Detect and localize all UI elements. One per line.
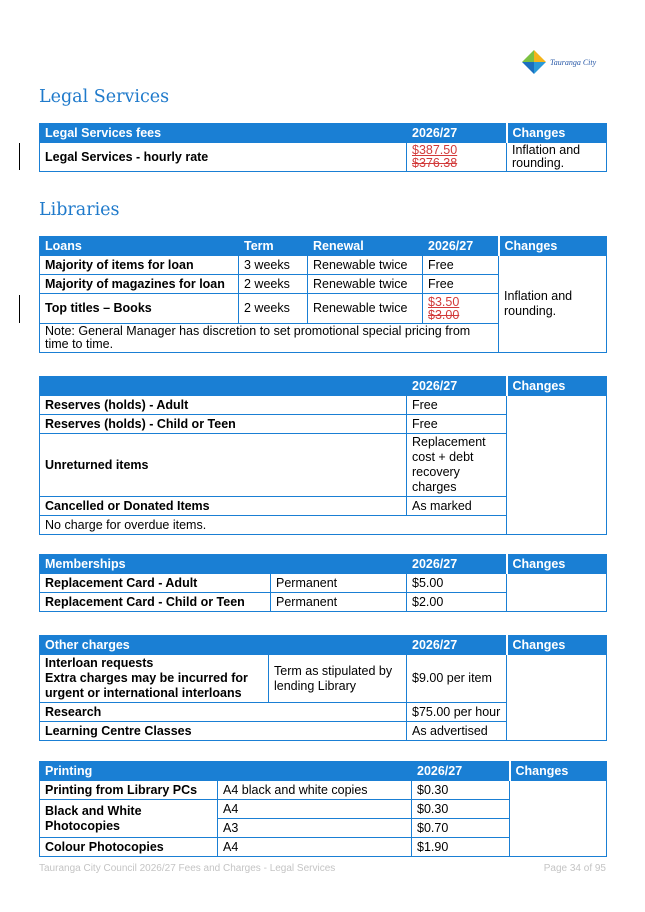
printing-table	[39, 761, 607, 857]
logo-mark-icon	[521, 49, 547, 75]
desc-cell: A3	[218, 819, 412, 838]
fee-cell: Replacement cost + debt recovery charges	[407, 434, 507, 497]
changes-cell	[507, 396, 607, 535]
new-fee: $387.50	[412, 143, 458, 157]
fee-cell: Free	[407, 396, 507, 415]
legal-services-table	[39, 123, 607, 172]
col-header: Memberships	[40, 555, 271, 574]
new-fee: $3.50	[428, 294, 460, 309]
desc-cell: A4	[218, 838, 412, 857]
change-bar	[19, 295, 20, 323]
col-header	[271, 555, 407, 574]
fee-cell: Free	[423, 275, 499, 294]
old-fee: $3.00	[428, 307, 460, 322]
term-cell: Permanent	[271, 574, 407, 593]
row-label: Replacement Card - Adult	[40, 574, 271, 593]
row-label: Research	[40, 703, 407, 722]
col-header: Changes	[507, 124, 607, 143]
interloan-title: Interloan requests	[45, 656, 154, 670]
col-header: Legal Services fees	[40, 124, 407, 143]
reserves-table	[39, 376, 607, 535]
row-label: Learning Centre Classes	[40, 722, 407, 741]
row-label: Black and White Photocopies	[40, 800, 218, 838]
col-header: 2026/27	[407, 636, 507, 655]
changes-cell	[507, 655, 607, 741]
fee-cell: $0.30	[412, 800, 510, 819]
changes-cell	[507, 574, 607, 612]
term-cell: Term as stipulated by lending Library	[269, 655, 407, 703]
fee-cell: As marked	[407, 497, 507, 516]
logo-text: Tauranga City	[550, 57, 597, 67]
col-header: Printing	[40, 762, 218, 781]
desc-cell: A4 black and white copies	[218, 781, 412, 800]
fee-cell	[407, 143, 507, 172]
col-header	[269, 636, 407, 655]
row-label: Colour Photocopies	[40, 838, 218, 857]
libraries-heading: Libraries	[39, 200, 120, 220]
row-label	[40, 655, 269, 703]
renewal-cell: Renewable twice	[308, 294, 423, 324]
col-header: 2026/27	[407, 377, 507, 396]
loans-table	[39, 236, 607, 353]
term-cell: 3 weeks	[239, 256, 308, 275]
row-label: Cancelled or Donated Items	[40, 497, 407, 516]
col-header	[40, 377, 407, 396]
row-label: Reserves (holds) - Adult	[40, 396, 407, 415]
col-header: 2026/27	[412, 762, 510, 781]
col-header: Changes	[507, 555, 607, 574]
legal-services-heading: Legal Services	[39, 87, 170, 107]
row-label: Printing from Library PCs	[40, 781, 218, 800]
term-cell: 2 weeks	[239, 294, 308, 324]
fee-cell: $9.00 per item	[407, 655, 507, 703]
changes-cell	[510, 781, 607, 857]
col-header: Other charges	[40, 636, 269, 655]
col-header: Renewal	[308, 237, 423, 256]
note-cell: No charge for overdue items.	[40, 516, 507, 535]
fee-cell	[423, 294, 499, 324]
row-label: Top titles – Books	[40, 294, 239, 324]
fee-cell: $75.00 per hour	[407, 703, 507, 722]
fee-cell: $0.70	[412, 819, 510, 838]
fee-cell: Free	[423, 256, 499, 275]
row-label: Unreturned items	[40, 434, 407, 497]
row-label: Majority of magazines for loan	[40, 275, 239, 294]
col-header: Changes	[510, 762, 607, 781]
renewal-cell: Renewable twice	[308, 275, 423, 294]
col-header	[218, 762, 412, 781]
changes-cell: Inflation and rounding.	[499, 256, 607, 353]
col-header: Loans	[40, 237, 239, 256]
old-fee: $376.38	[412, 156, 458, 170]
row-label: Legal Services - hourly rate	[40, 143, 407, 172]
renewal-cell: Renewable twice	[308, 256, 423, 275]
changes-cell: Inflation and rounding.	[507, 143, 607, 172]
row-label: Replacement Card - Child or Teen	[40, 593, 271, 612]
footer-document-title: Tauranga City Council 2026/27 Fees and Charges - Legal Services	[39, 863, 336, 874]
term-cell: 2 weeks	[239, 275, 308, 294]
col-header: Changes	[507, 377, 607, 396]
col-header: 2026/27	[407, 124, 507, 143]
term-cell: Permanent	[271, 593, 407, 612]
row-label: Reserves (holds) - Child or Teen	[40, 415, 407, 434]
fee-cell: $5.00	[407, 574, 507, 593]
change-bar	[19, 143, 20, 170]
interloan-note: Extra charges may be incurred for urgent or international interloans	[45, 671, 248, 700]
memberships-table	[39, 554, 607, 612]
note-cell: Note: General Manager has discretion to set promotional special pricing from time to time.	[40, 324, 499, 353]
col-header: Changes	[499, 237, 607, 256]
desc-cell: A4	[218, 800, 412, 819]
page-footer	[39, 863, 606, 874]
fee-cell: $1.90	[412, 838, 510, 857]
row-label: Majority of items for loan	[40, 256, 239, 275]
col-header: 2026/27	[423, 237, 499, 256]
fee-cell: $2.00	[407, 593, 507, 612]
col-header: Changes	[507, 636, 607, 655]
fee-cell: Free	[407, 415, 507, 434]
col-header: 2026/27	[407, 555, 507, 574]
fee-cell: $0.30	[412, 781, 510, 800]
col-header: Term	[239, 237, 308, 256]
council-logo	[521, 47, 631, 77]
footer-page-number: Page 34 of 95	[543, 863, 606, 874]
fee-cell: As advertised	[407, 722, 507, 741]
other-charges-table	[39, 635, 607, 741]
